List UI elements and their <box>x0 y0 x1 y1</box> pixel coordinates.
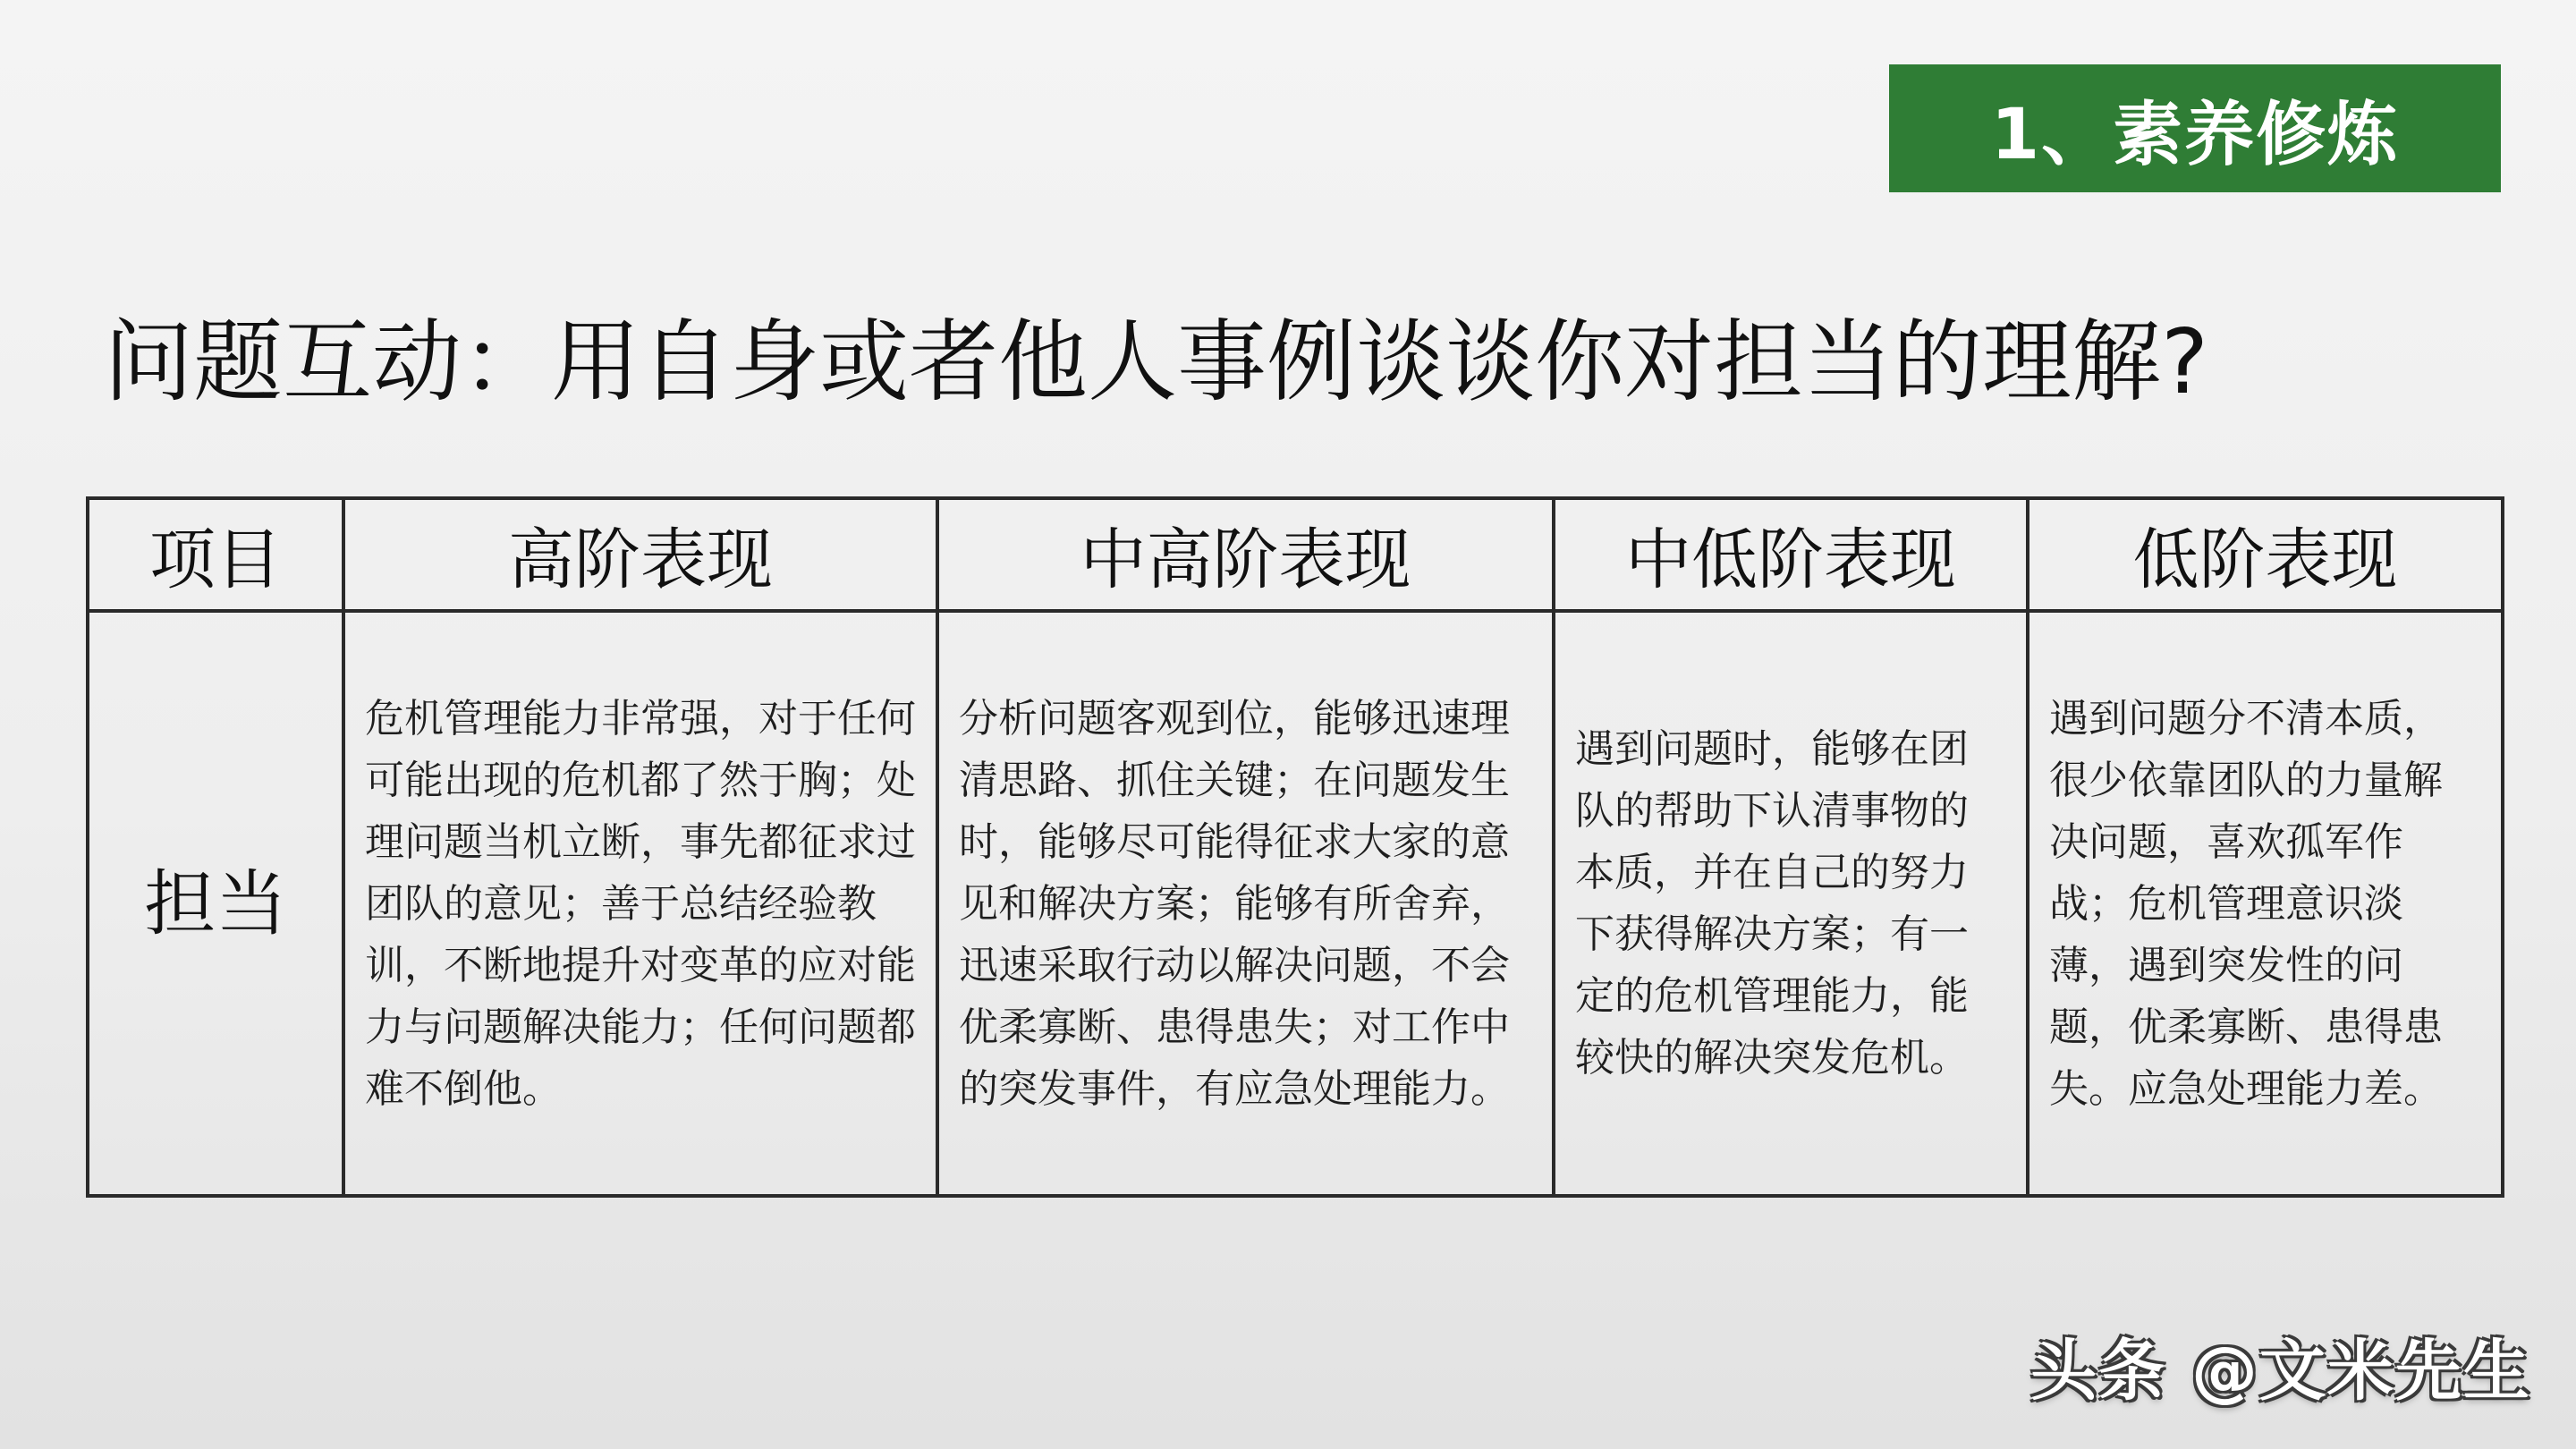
watermark: 头条 @文米先生 <box>2030 1333 2531 1410</box>
header-mid-low-level: 中低阶表现 <box>1554 498 2028 611</box>
header-mid-high-level: 中高阶表现 <box>937 498 1554 611</box>
cell-mid-low-level: 遇到问题时，能够在团队的帮助下认清事物的本质，并在自己的努力下获得解决方案；有一定的危机管理能力，能较快的解决突发危机。 <box>1554 611 2028 1196</box>
cell-mid-high-level: 分析问题客观到位，能够迅速理清思路、抓住关键；在问题发生时，能够尽可能得征求大家的意见和解决方案；能够有所舍弃，迅速采取行动以解决问题，不会优柔寡断、患得患失；对工作中的突发事件，有应急处理能力。 <box>937 611 1554 1196</box>
header-item: 项目 <box>88 498 343 611</box>
header-high-level: 高阶表现 <box>343 498 937 611</box>
row-label-responsibility: 担当 <box>88 611 343 1196</box>
competency-table <box>86 496 2504 1198</box>
section-badge: 1、素养修炼 <box>1889 64 2501 192</box>
cell-low-level: 遇到问题分不清本质，很少依靠团队的力量解决问题，喜欢孤军作战；危机管理意识淡薄，遇到突发性的问题，优柔寡断、患得患失。应急处理能力差。 <box>2028 611 2503 1196</box>
cell-high-level: 危机管理能力非常强，对于任何可能出现的危机都了然于胸；处理问题当机立断，事先都征求过团队的意见；善于总结经验教训，不断地提升对变革的应对能力与问题解决能力；任何问题都难不倒他。 <box>343 611 937 1196</box>
table-header-row <box>88 498 2503 611</box>
header-low-level: 低阶表现 <box>2028 498 2503 611</box>
question-title: 问题互动：用自身或者他人事例谈谈你对担当的理解? <box>104 309 2209 414</box>
table-row <box>88 611 2503 1196</box>
